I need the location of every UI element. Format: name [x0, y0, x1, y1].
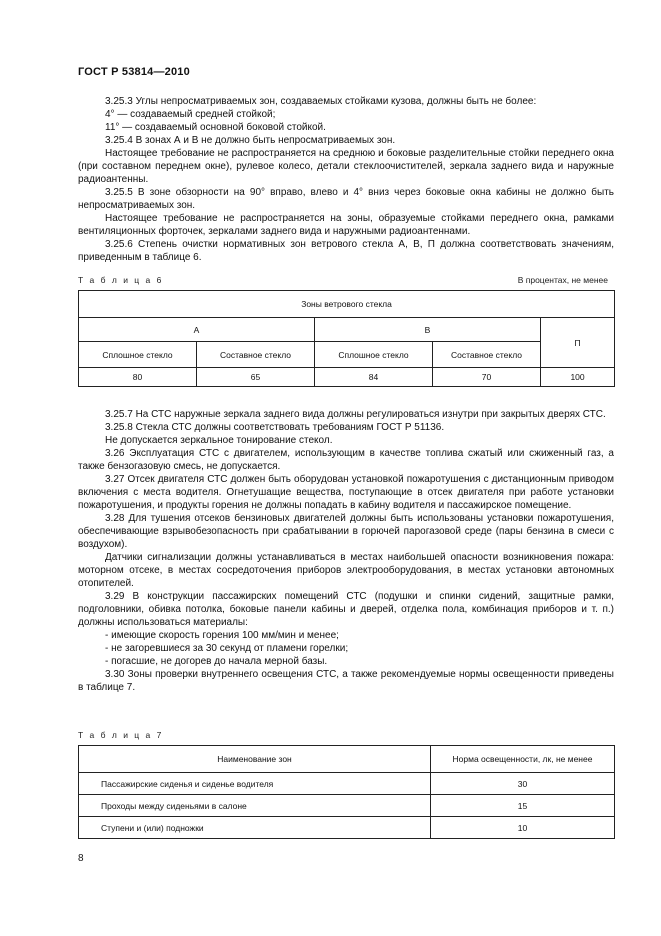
paragraph: 3.25.4 В зонах А и В не должно быть непросматриваемых зон. — [105, 135, 396, 146]
paragraph: 4° — создаваемый средней стойкой; — [105, 109, 276, 120]
table7-cell: 10 — [431, 817, 615, 839]
paragraph: 3.25.3 Углы непросматриваемых зон, создаваемых стойками кузова, должны быть не более: — [105, 96, 537, 107]
section-text-middle — [78, 408, 614, 694]
paragraph: 3.25.6 Степень очистки нормативных зон ветрового стекла А, В, П должна соответствовать значениям, приведенным в таблице 6. — [78, 239, 614, 263]
list-item: - погасшие, не догорев до начала мерной базы. — [105, 656, 328, 667]
paragraph: 3.29 В конструкции пассажирских помещений СТС (подушки и спинки сидений, защитные рамки, подголовники, обивка потолка, боковые панели кабины и дверей, отделка пола, комбинация приборов и т. п.) должны использоваться материалы: — [78, 591, 614, 628]
table7-cell: Ступени и (или) подножки — [79, 817, 431, 839]
table6-unit-note: В процентах, не менее — [517, 275, 608, 285]
table-row — [79, 773, 615, 795]
table6-subheader: Сплошное стекло — [79, 342, 197, 368]
table-row — [79, 795, 615, 817]
table6-zone-a-header: А — [79, 318, 315, 342]
table6-cell: 70 — [433, 368, 541, 387]
table-row — [79, 817, 615, 839]
table7-header: Наименование зон — [79, 746, 431, 773]
page-number: 8 — [78, 853, 84, 864]
table6-subheader: Составное стекло — [197, 342, 315, 368]
table6-subheader: Сплошное стекло — [315, 342, 433, 368]
table6-cell: 80 — [79, 368, 197, 387]
document-header: ГОСТ Р 53814—2010 — [78, 66, 190, 78]
table7 — [78, 745, 615, 839]
table7-header: Норма освещенности, лк, не менее — [431, 746, 615, 773]
table7-cell: Проходы между сиденьями в салоне — [79, 795, 431, 817]
table6 — [78, 290, 615, 387]
paragraph: 3.25.5 В зоне обзорности на 90° вправо, влево и 4° вниз через боковые окна кабины не должно быть непросматриваемых зон. — [78, 187, 614, 211]
table6-cell: 65 — [197, 368, 315, 387]
table6-subheader: Составное стекло — [433, 342, 541, 368]
table7-caption: Т а б л и ц а 7 — [78, 730, 164, 740]
table6-caption: Т а б л и ц а 6 — [78, 275, 164, 285]
paragraph: 3.30 Зоны проверки внутреннего освещения СТС, а также рекомендуемые нормы освещенности приведены в таблице 7. — [78, 669, 614, 693]
list-item: - имеющие скорость горения 100 мм/мин и менее; — [105, 630, 339, 641]
table7-cell: 30 — [431, 773, 615, 795]
list-item: - не загоревшиеся за 30 секунд от пламени горелки; — [105, 643, 349, 654]
table6-cell: 100 — [541, 368, 615, 387]
paragraph: Настоящее требование не распространяется на среднюю и боковые разделительные стойки переднего окна (при составном переднем окне), рулевое колесо, детали стеклоочистителей, зеркала заднего вида и наружные радиоантенны. — [78, 148, 614, 185]
paragraph: 3.27 Отсек двигателя СТС должен быть оборудован установкой пожаротушения с дистанционным приводом включения с места водителя. Огнетушащие вещества, поступающие в отсек двигателя при работе установки пожаротушения, и продукты горения не должны попадать в кабину водителя и пассажирское помещение. — [78, 474, 614, 511]
paragraph: Настоящее требование не распространяется на зоны, образуемые стойками переднего окна, рамками вентиляционных форточек, зеркалами заднего вида и наружными радиоантеннами. — [78, 213, 614, 237]
paragraph: Датчики сигнализации должны устанавливаться в местах наибольшей опасности возникновения пожара: моторном отсеке, в местах сосредоточения приборов электрооборудования, в местах установки автономных отопителей. — [78, 552, 614, 589]
table7-cell: Пассажирские сиденья и сиденье водителя — [79, 773, 431, 795]
paragraph: 3.25.7 На СТС наружные зеркала заднего вида должны регулироваться изнутри при закрытых дверях СТС. — [105, 409, 606, 420]
paragraph: 3.26 Эксплуатация СТС с двигателем, использующим в качестве топлива сжатый или сжиженный газ, а также бензогазовую смесь, не допускается. — [78, 448, 614, 472]
paragraph: Не допускается зеркальное тонирование стекол. — [105, 435, 333, 446]
table6-zone-p-header: П — [541, 318, 615, 368]
table7-cell: 15 — [431, 795, 615, 817]
section-text-top — [78, 95, 614, 264]
paragraph: 3.25.8 Стекла СТС должны соответствовать требованиям ГОСТ Р 51136. — [105, 422, 445, 433]
table6-cell: 84 — [315, 368, 433, 387]
table6-zone-b-header: В — [315, 318, 541, 342]
paragraph: 3.28 Для тушения отсеков бензиновых двигателей должны быть использованы установки пожаротушения, обеспечивающие взрывобезопасность при срабатывании в горючей парогазовой среде (пары бензина в смеси с воздухом). — [78, 513, 614, 550]
paragraph: 11° — создаваемый основной боковой стойкой. — [105, 122, 326, 133]
table6-group-header: Зоны ветрового стекла — [79, 291, 615, 318]
